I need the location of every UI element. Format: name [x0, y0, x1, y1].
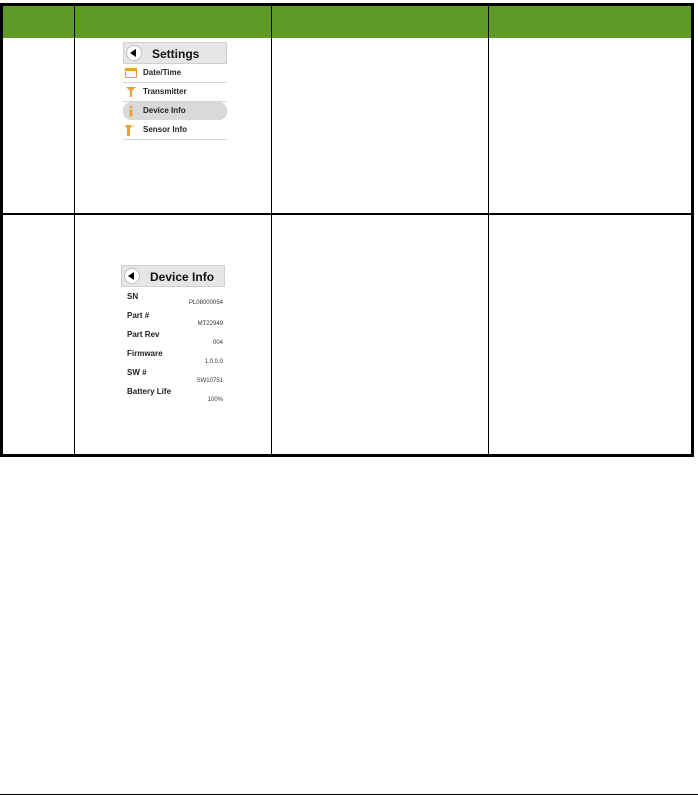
row-divider	[3, 213, 691, 215]
firmware-label: Firmware	[127, 349, 163, 358]
column-divider	[271, 6, 272, 454]
settings-title-bar	[123, 42, 227, 64]
column-divider	[488, 6, 489, 454]
battery-life-value: 100%	[207, 397, 223, 403]
sn-label: SN	[127, 292, 139, 301]
menu-item-label: Sensor Info	[143, 125, 188, 134]
menu-item-transmitter[interactable]	[123, 83, 227, 102]
transmitter-icon	[125, 86, 137, 98]
part-rev-value: 004	[212, 340, 223, 346]
info-icon	[125, 105, 137, 117]
battery-life-label: Battery Life	[127, 387, 172, 396]
column-divider	[74, 6, 75, 454]
sensor-icon	[125, 124, 137, 136]
part-number-value: MT22949	[197, 321, 223, 327]
sw-number-label: SW #	[127, 368, 147, 377]
device-info-screen	[121, 265, 225, 415]
menu-item-device-info[interactable]	[123, 102, 227, 120]
calendar-icon	[125, 67, 137, 79]
document-table	[0, 3, 694, 457]
menu-item-sensor-info[interactable]	[123, 121, 227, 140]
menu-item-label: Device Info	[143, 106, 186, 115]
svg-text:¹: ¹	[132, 124, 135, 131]
menu-item-label: Date/Time	[143, 68, 182, 77]
device-info-title-bar	[121, 265, 225, 287]
back-arrow-icon[interactable]	[126, 45, 142, 61]
firmware-value: 1.0.0.0	[204, 359, 223, 365]
back-arrow-icon[interactable]	[124, 268, 140, 284]
part-rev-label: Part Rev	[127, 330, 160, 339]
settings-screen	[123, 42, 227, 140]
sn-value: PL08000054	[188, 300, 223, 306]
table-header-row	[3, 6, 691, 38]
settings-title: Settings	[152, 47, 200, 61]
menu-item-date-time[interactable]	[123, 64, 227, 83]
sw-number-value: SW10751	[196, 378, 223, 384]
part-number-label: Part #	[127, 311, 150, 320]
menu-item-label: Transmitter	[143, 87, 187, 96]
device-info-title: Device Info	[150, 270, 215, 284]
